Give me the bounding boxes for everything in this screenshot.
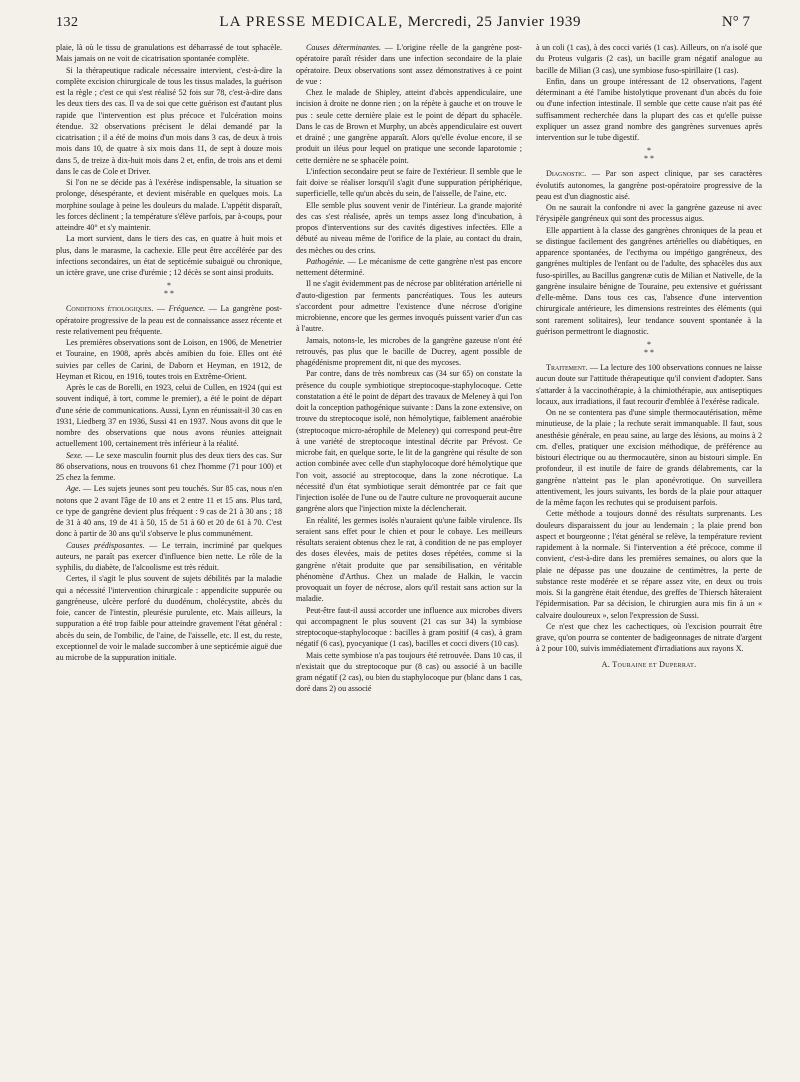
subsection-heading: Causes déterminantes. — [306, 43, 382, 52]
column-3 — [536, 42, 762, 1070]
section-heading: Conditions étiologiques. — [66, 304, 154, 314]
section-separator: * * * — [644, 340, 654, 357]
section-paragraph: Causes prédisposantes. — Le terrain, incriminé par quelques auteurs, ne paraît pas exercer d'influence bien nette. Le rôle de la syphilis, du diabète, de l'alcoolisme est très réduit. — [56, 540, 282, 572]
paragraph: Cette méthode a toujours donné des résultats surprenants. Les douleurs disparaissent du jour au lendemain ; la plaie prend bon aspect et bourgeonne ; l'état général se relève, la température revient rapidement à la normale. Si l'intervention a été précoce, comme il convient, c'est-à-dire dans les premières semaines, ou alors que la plaie ne dépasse pas une douzaine de centimètres, la perte de substance reste modérée et se répare assez vite, en deux ou trois mois. Si la gangrène était étendue, des greffes de Thiersch hâteraient l'épidermisation. Par sa décision, le chirurgien aura mis fin à un « calvaire douloureux », selon l'expression de Sussi. — [536, 509, 762, 620]
paragraph: à un coli (1 cas), à des cocci variés (1 cas). Ailleurs, on n'a isolé que du Proteus vulgaris (2 cas), un bacille gram négatif analogue au bacille de Milian (3 cas), une symbiose fuso-spirillaire (1 cas). — [536, 43, 762, 75]
subsection-heading: Age. — [66, 484, 81, 494]
paragraph: Par contre, dans de très nombreux cas (34 sur 65) on constate la présence du couple symbiotique streptocoque-staphylocoque. Cette constatation a été le point de départ des travaux de Meleney à qui l'on doit la conception pathogénique suivante : Dans la zone extensive, on trouve du streptocoque isolé, non hémolytique, faiblement anaérobie (streptocoque micro-aérophile de Meleney) qui correspond peut-être à une variété de streptocoque intestinal décrite par Prévost. Ce microbe fait, en quelque sorte, le lit de la gangrène qui résulte de son action combinée avec celle d'un staphylocoque doré hémolytique que l'on voit, associé au streptocoque, dans la zone nécrotique. La nécessité d'un état symbiotique serait démontrée par ce fait que l'injection isolée de l'une ou de l'autre culture ne provoquerait aucune gangrène alors que l'injection mixte la déclencherait. — [296, 369, 522, 514]
paragraph: Jamais, notons-le, les microbes de la gangrène gazeuse n'ont été retrouvés, pas plus que le bacille de Ducrey, agent possible de phagédénisme proprement dit, ni que des mycoses. — [296, 335, 522, 367]
paragraph: Si l'on ne se décide pas à l'exérèse indispensable, la situation se prolonge, désespérante, et devient misérable en quelques mois. La morphine soulage à peine les douleurs du malade. L'appétit disparaît, les forces déclinent ; la température s'élève parfois, par à-coups, pour atteindre 40° et s'y maintenir. — [56, 178, 282, 232]
paragraph: On ne se contentera pas d'une simple thermocautérisation, même minutieuse, de la plaie ; la rechute serait immanquable. Il faut, sous anesthésie générale, en peau saine, au large des lésions, au moins à 2 cm. d'elles, pratiquer une excision méthodique, de préférence au bistouri électrique ou au thermocautère, sinon au bistouri simple. En profondeur, il est inutile de faire de grands délabrements, car la gangrène n'atteint pas le plan aponévrotique. On surveillera attentivement, les jours suivants, les bords de la plaie pour attaquer de la même façon les rechutes qui se produisent parfois. — [536, 408, 762, 507]
header-title — [219, 14, 581, 31]
paragraph: Les premières observations sont de Loison, en 1906, de Menetrier et Touraine, en 1908, après abcès amibien du foie. Elles ont été suivies par celles de Carini, de Daborn et Heyman, en 1912, de Heyman et Ricou, en 1916, toutes trois en Extrême-Orient. — [56, 338, 282, 381]
issue-date: Mercredi, 25 Janvier 1939 — [407, 14, 582, 30]
subsection-heading: Sexe. — [66, 450, 83, 460]
subsection-heading: Causes prédisposantes. — [66, 540, 145, 550]
issue-number: N° 7 — [721, 14, 750, 30]
column-1 — [56, 42, 282, 1070]
section-paragraph: Sexe. — Le sexe masculin fournit plus des deux tiers des cas. Sur 86 observations, nous en trouvons 61 chez l'homme (71 pour 100) et 25 chez la femme. — [56, 450, 282, 482]
paragraph: En réalité, les germes isolés n'auraient qu'une faible virulence. Ils seraient sans effet pour le chien et pour le cobaye. Les meilleurs résultats seraient obtenus chez le rat, à condition de ne pas employer des doses élevées, mais de petites doses répétées, comme si la gangrène n'était produite que par sensibilisation, en véritable phénomène d'Arthus. Chez un malade de Halkin, le vaccin provoquait un foyer de nécrose, alors qu'il restait sans action sur la maladie. — [296, 515, 522, 604]
article-columns — [56, 42, 762, 1070]
section-paragraph: Conditions étiologiques. — Fréquence. — La gangrène post-opératoire progressive de la peau est de connaissance assez récente et reste relativement peu fréquente. — [56, 304, 282, 336]
author-signature: A. Touraine et Duperrat. — [601, 659, 697, 669]
section-paragraph: Diagnostic. — Par son aspect clinique, par ses caractères évolutifs autonomes, la gangrène post-opératoire progressive de la peau est d'un diagnostic aisé. — [536, 169, 762, 201]
paragraph: Certes, il s'agit le plus souvent de sujets débilités par la maladie qui a nécessité l'intervention chirurgicale : appendicite suppurée ou gangréneuse, ulcère perforé du duodénum, cholécystite, abcès du foie, cancer de l'intestin, pleurésie purulente, etc. Mais ailleurs, la suppuration a été trop faible pour atteindre gravement l'état général : abcès du sein, de l'ombilic, de l'aine, de l'aisselle, etc. Il est, du reste, exceptionnel de voir le malade succomber à une septicémie aiguë due au microbe de la suppuration initiale. — [56, 574, 282, 662]
subsection-heading: Pathogénie. — [306, 256, 345, 266]
paragraph: Enfin, dans un groupe intéressant de 12 observations, l'agent déterminant a été l'amibe histolytique provenant d'un abcès du foie ou d'une infection intestinale. Il semble que cette cause n'ait pas été suffisamment recherchée dans la plupart des cas et qu'elle puisse expliquer un assez grand nombre des gangrènes survenues après intervention sur le tube digestif. — [536, 76, 762, 142]
paragraph: Elle semble plus souvent venir de l'intérieur. La grande majorité des cas s'est réalisée, après un temps assez long d'incubation, à propos d'interventions sur des cavités digestives infectées. Elle a débuté au niveau même de l'orifice de la plaie, au contact du drain, des mèches ou des crins. — [296, 200, 522, 255]
paragraph: On ne saurait la confondre ni avec la gangrène gazeuse ni avec l'érysipèle gangréneux qui sont des processus aigus. — [536, 203, 762, 224]
column-2 — [296, 42, 522, 1070]
section-paragraph: Age. — Les sujets jeunes sont peu touchés. Sur 85 cas, nous n'en notons que 2 avant l'âge de 10 ans et 2 entre 11 et 15 ans. Plus tard, ce type de gangrène devient plus fréquent : 9 cas de 21 à 30 ans ; 18 de 31 à 40 ans, 19 de 41 à 50, 15 de 51 à 60 et 20 de 61 à 70. C'est donc à partir de 30 ans qu'il s'observe le plus communément. — [56, 484, 282, 539]
page-number: 132 — [56, 15, 79, 30]
paragraph: Mais cette symbiose n'a pas toujours été retrouvée. Dans 10 cas, il n'existait que du streptocoque pur (8 cas) ou associé à un bacille gram négatif (2 cas), ou bien du staphylocoque pur (blanc dans 1 cas, doré dans 2) ou associé — [296, 650, 522, 694]
section-separator: * * * — [164, 281, 174, 299]
paragraph: La mort survient, dans le tiers des cas, en quatre à huit mois et plus, dans le marasme, la cachexie. Elle peut être accélérée par des infections secondaires, un état de septicémie subaiguë ou chronique, un ictère grave, une crise d'urémie ; 12 décès se sont ainsi produits. — [56, 234, 282, 277]
paragraph: Ce n'est que chez les cachectiques, où l'excision pourrait être grave, qu'on pourra se contenter de badigeonnages de nitrate d'argent à 2 pour 100, suivis immédiatement d'irradiations aux rayons X. — [536, 621, 762, 654]
section-heading: Traitement. — [546, 363, 588, 372]
paragraph: L'infection secondaire peut se faire de l'extérieur. Il semble que le fait doive se réaliser lorsqu'il s'agit d'une suppuration périphérique, superficielle, telle qu'un abcès du sein, de l'aisselle, de l'aine, etc. — [296, 166, 522, 199]
section-heading: Diagnostic. — [546, 169, 587, 179]
section-paragraph: Pathogénie. — Le mécanisme de cette gangrène n'est pas encore nettement déterminé. — [296, 256, 522, 277]
paragraph: plaie, là où le tissu de granulations est débarrassé de tout sphacèle. Mais jamais on ne voit de cicatrisation spontanée complète. — [56, 43, 282, 64]
paragraph: Il ne s'agit évidemment pas de nécrose par oblitération artérielle ni d'auto-digestion par ferments pancréatiques. Tous les auteurs s'accordent pour admettre l'existence d'une nécrose d'origine microbienne, encore que les germes invoqués puissent varier d'un cas à l'autre. — [296, 279, 522, 334]
paragraph: Si la thérapeutique radicale nécessaire intervient, c'est-à-dire la complète excision chirurgicale de tous les tissus malades, la guérison est la règle ; c'est ce qui s'est réalisé 52 fois sur 78, c'est-à-dire dans les deux tiers des cas. Il va de soi que cette guérison est d'autant plus rapide que l'intervention est plus précoce et l'ulcération moins étendue. 32 observations précisent le délai demandé par la cicatrisation ; il a été de moins d'un mois dans 3 cas, de deux à trois mois dans 10, de quatre à six mois dans 11, de sept à douze mois dans 5, de treize à dix-huit mois dans 2 et, enfin, de trois ans et demi dans le cas de Cole et Driver. — [56, 65, 282, 176]
page-header — [56, 14, 750, 40]
paragraph: Après le cas de Borelli, en 1923, celui de Cullen, en 1924 (qui est souvent indiqué, à tort, comme le premier), a été le point de départ d'une série de communications. Aussi, Lynn en réunissait-il 30 cas en 1931, Liedberg 37 en 1936, Sussi 41 en 1937. Nous avons dit que le nombre des observations que nous avons réunies atteignait actuellement 100, certainement très inférieur à la réalité. — [56, 383, 282, 449]
paragraph: Elle appartient à la classe des gangrènes chroniques de la peau et se distingue facilement des gangrènes artérielles ou diabétiques, en apparence spontanées, de l'ecthyma ou impétigo gangréneux, des gangrènes multiples de l'enfant ou de l'adulte, des sphacèles dus aux fuso-spirilles, au Bacillus gangrenæ cutis de Milian et Nativelle, de la gangrène insulaire bénigne de Touraine, peu extensive et guérissant d'elle-même. Dans tous ces cas, l'absence d'une intervention chirurgicale antérieure, les dimensions restreintes des éléments (qui sont rarement solitaires), leur tendance souvent spontanée à la guérison permettront le diagnostic. — [536, 225, 762, 336]
journal-name: LA PRESSE MEDICALE, — [219, 14, 404, 30]
section-separator: * * * — [644, 146, 654, 164]
section-paragraph: Causes déterminantes. — L'origine réelle de la gangrène post-opératoire paraît résider dans une infection secondaire de la plaie opératoire. Deux observations sont assez démonstratives à ce point de vue : — [296, 43, 522, 86]
paragraph: Peut-être faut-il aussi accorder une influence aux microbes divers qui accompagnent le plus souvent (21 cas sur 34) la symbiose streptocoque-staphylocoque : bacilles à gram positif (4 cas), à gram négatif (6 cas), pyocyanique (1 cas), bacilles et cocci divers (10 cas). — [296, 605, 522, 649]
subsection-heading: Fréquence. — [168, 304, 206, 314]
section-paragraph: Traitement. — La lecture des 100 observations connues ne laisse aucun doute sur l'attitude thérapeutique qu'il convient d'adopter. Sans s'attarder à la vaccinothérapie, à la chimiothérapie, aux antiseptiques locaux, aux irradiations, il faut recourir d'emblée à l'exérèse radicale. — [536, 363, 762, 406]
paragraph: Chez le malade de Shipley, atteint d'abcès appendiculaire, une incision à droite ne donne rien ; on la répète à gauche et on trouve le pus : seule cette dernière plaie est le point de départ du sphacèle. Dans le cas de Brown et Murphy, un abcès appendiculaire est ouvert et drainé ; une gangrène apparaît. Alors qu'elle évolue encore, il se produit un iléus pour lequel on pratique une seconde laparotomie ; cette dernière ne se sphacèle point. — [296, 88, 522, 165]
